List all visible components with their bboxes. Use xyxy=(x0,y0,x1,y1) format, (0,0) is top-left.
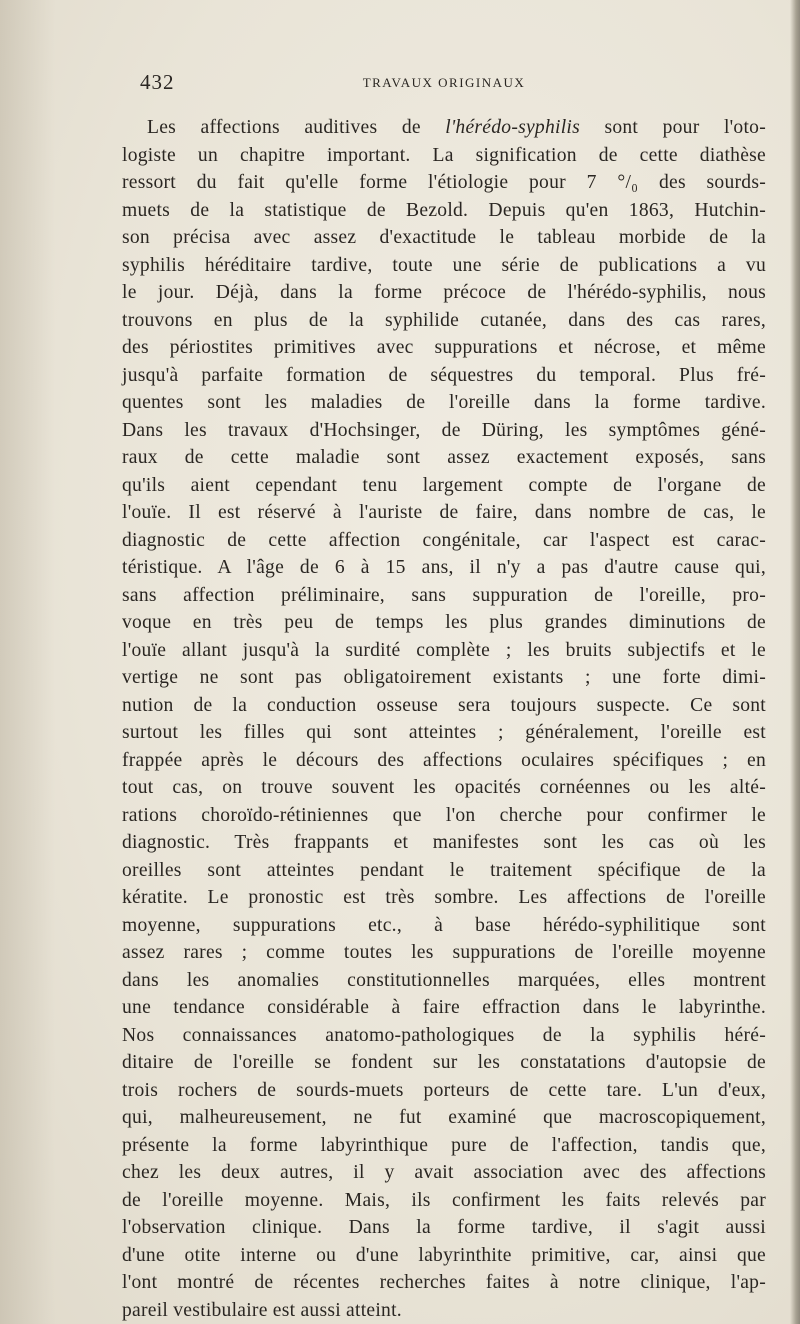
text-line: jusqu'à parfaite formation de séquestres du temporal. Plus fré- xyxy=(122,364,766,386)
text-line: sans affection préliminaire, sans suppuration de l'oreille, pro- xyxy=(122,584,766,606)
text-line: rations choroïdo-rétiniennes que l'on cherche pour confirmer le xyxy=(122,804,766,826)
text-line: raux de cette maladie sont assez exactement exposés, sans xyxy=(122,447,766,468)
text-line: diagnostic de cette affection congénitale, car l'aspect est carac- xyxy=(122,529,766,551)
text-line: oreilles sont atteintes pendant le traitement spécifique de la xyxy=(122,859,766,881)
text-line: l'ont montré de récentes recherches faites à notre clinique, l'ap- xyxy=(122,1272,766,1293)
text-line: ditaire de l'oreille se fondent sur les constatations d'autopsie de xyxy=(122,1052,766,1073)
text-line: de l'oreille moyenne. Mais, ils confirment les faits relevés par xyxy=(122,1189,766,1211)
text-line: surtout les filles qui sont atteintes ; généralement, l'oreille est xyxy=(122,722,766,743)
text-line: Nos connaissances anatomo-pathologiques de la syphilis héré- xyxy=(122,1024,766,1046)
text-line: son précisa avec assez d'exactitude le tableau morbide de la xyxy=(122,227,766,248)
text-line: quentes sont les maladies de l'oreille dans la forme tardive. xyxy=(122,392,766,413)
text-line: dans les anomalies constitutionnelles marquées, elles montrent xyxy=(122,969,766,991)
text-line: l'ouïe. Il est réservé à l'auriste de faire, dans nombre de cas, le xyxy=(122,502,766,523)
text-line: diagnostic. Très frappants et manifestes sont les cas où les xyxy=(122,832,766,853)
running-title: TRAVAUX ORIGINAUX xyxy=(362,75,526,90)
text-line: vertige ne sont pas obligatoirement existants ; une forte dimi- xyxy=(122,667,766,688)
text-line: qui, malheureusement, ne fut examiné que macroscopiquement, xyxy=(122,1107,766,1128)
text-line: muets de la statistique de Bezold. Depuis qu'en 1863, Hutchin- xyxy=(122,199,766,221)
text-line: chez les deux autres, il y avait association avec des affections xyxy=(122,1162,766,1183)
text-line: pareil vestibulaire est aussi atteint. xyxy=(122,1299,402,1321)
text-line: logiste un chapitre important. La signification de cette diathèse xyxy=(122,144,766,166)
text-line: d'une otite interne ou d'une labyrinthite primitive, car, ainsi que xyxy=(122,1244,766,1266)
text-line: l'observation clinique. Dans la forme tardive, il s'agit aussi xyxy=(122,1217,766,1238)
text-line: voque en très peu de temps les plus grandes diminutions de xyxy=(122,612,766,633)
text-segment: sont pour l'oto- xyxy=(579,117,766,138)
text-line: tout cas, on trouve souvent les opacités cornéennes ou les alté- xyxy=(122,777,766,798)
text-line: Dans les travaux d'Hochsinger, de Düring, les symptômes géné- xyxy=(122,419,766,441)
text-line: kératite. Le pronostic est très sombre. Les affections de l'oreille xyxy=(122,887,766,908)
italic-term: l'hérédo-syphilis xyxy=(445,117,580,138)
page-number: 432 xyxy=(140,70,175,94)
text-line: moyenne, suppurations etc., à base hérédo-syphilitique sont xyxy=(122,914,766,936)
body-paragraph xyxy=(122,114,766,1324)
page-edge xyxy=(790,0,800,1324)
text-line: téristique. A l'âge de 6 à 15 ans, il n'y a pas d'autre cause qui, xyxy=(122,557,766,578)
text-line: une tendance considérable à faire effraction dans le labyrinthe. xyxy=(122,997,766,1018)
text-line: qu'ils aient cependant tenu largement compte de l'organe de xyxy=(122,474,766,496)
text-line: trois rochers de sourds-muets porteurs de cette tare. L'un d'eux, xyxy=(122,1079,766,1101)
text-line: assez rares ; comme toutes les suppurations de l'oreille moyenne xyxy=(122,942,766,963)
text-line: ressort du fait qu'elle forme l'étiologie pour 7 °/₀ des sourds- xyxy=(122,172,766,193)
page-header xyxy=(123,70,765,98)
text-line: présente la forme labyrinthique pure de l'affection, tandis que, xyxy=(122,1134,766,1156)
text-line xyxy=(122,114,766,142)
text-line: des périostites primitives avec suppurations et nécrose, et même xyxy=(122,337,766,358)
text-line: l'ouïe allant jusqu'à la surdité complète ; les bruits subjectifs et le xyxy=(122,639,766,661)
text-line: syphilis héréditaire tardive, toute une série de publications a vu xyxy=(122,254,766,276)
text-line: le jour. Déjà, dans la forme précoce de l'hérédo-syphilis, nous xyxy=(122,282,766,303)
text-line: frappée après le décours des affections oculaires spécifiques ; en xyxy=(122,749,766,771)
page-gutter-shadow xyxy=(0,0,55,1324)
text-line: trouvons en plus de la syphilide cutanée, dans des cas rares, xyxy=(122,309,766,331)
text-line: nution de la conduction osseuse sera toujours suspecte. Ce sont xyxy=(122,694,766,716)
text-segment: Les affections auditives de xyxy=(147,117,446,138)
